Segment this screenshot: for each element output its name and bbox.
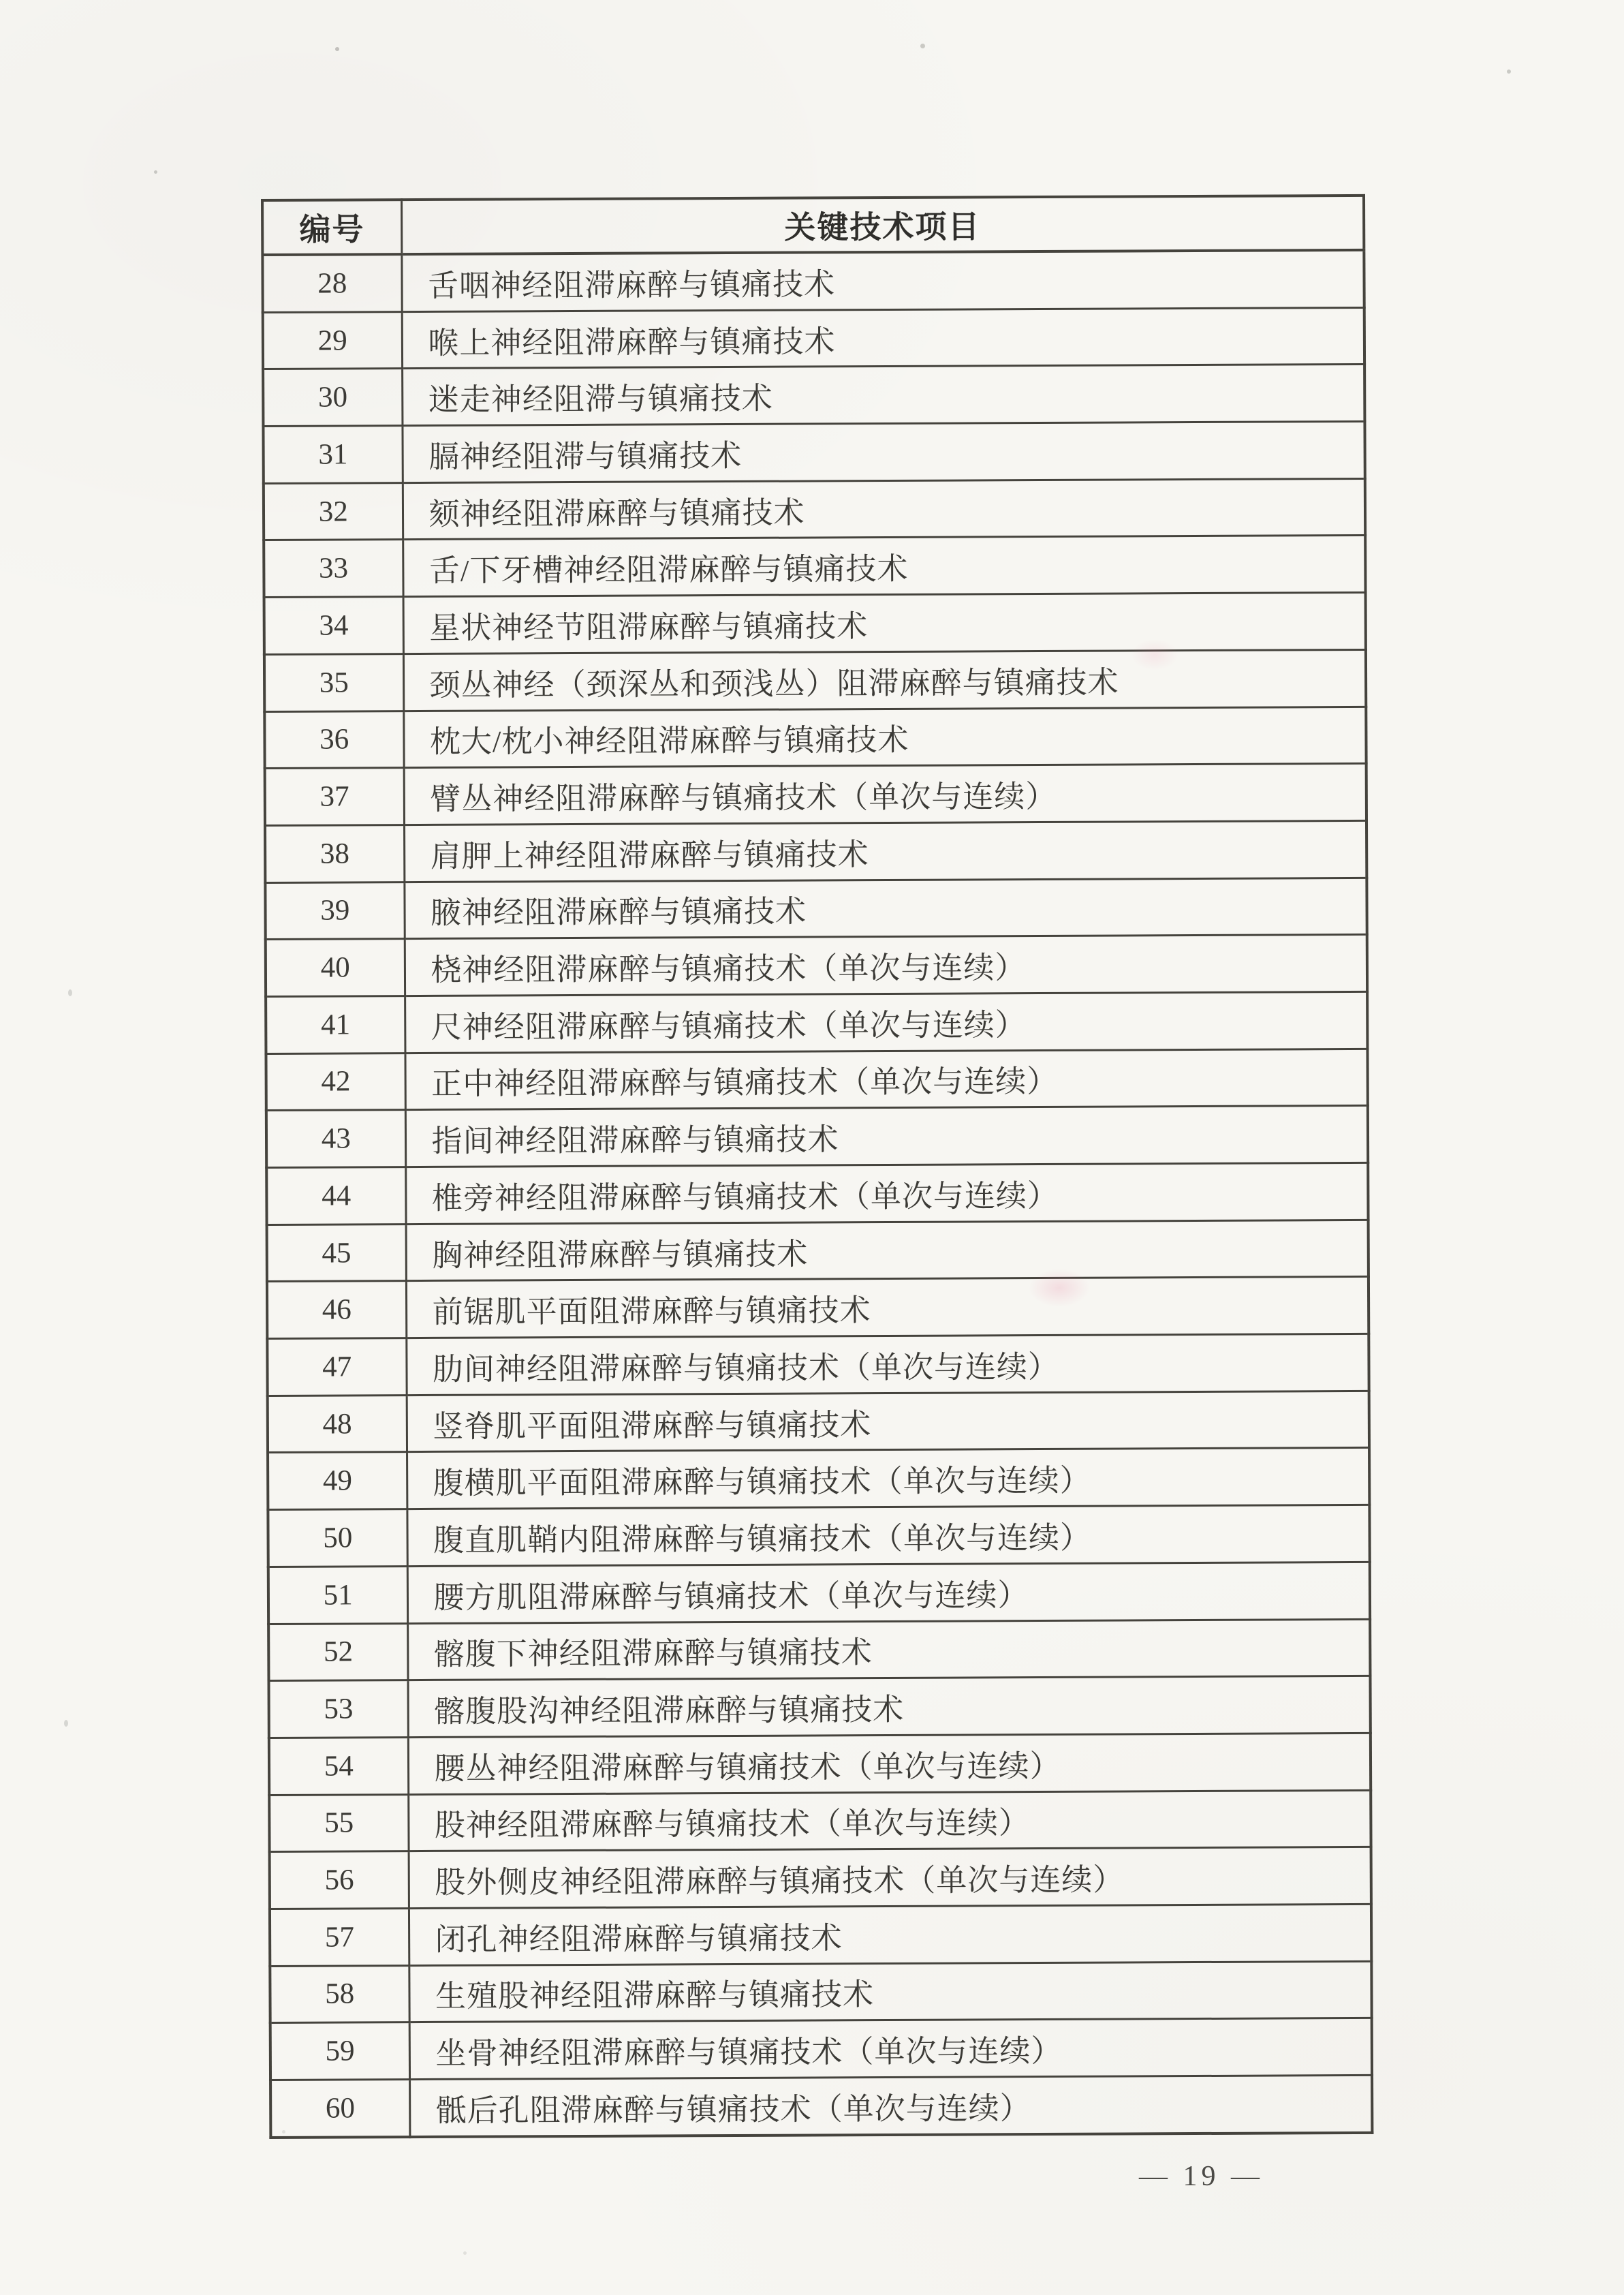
row-item-cell: 腰方肌阻滞麻醉与镇痛技术（单次与连续） [407,1562,1370,1623]
table-row [270,1847,1371,1909]
row-item-cell: 生殖股神经阻滞麻醉与镇痛技术 [409,1961,1371,2022]
table-row [262,250,1364,312]
row-number-cell: 29 [263,311,402,369]
scan-speck [335,47,339,51]
row-item-cell: 腋神经阻滞麻醉与镇痛技术 [404,878,1367,939]
row-number-cell: 56 [270,1851,409,1909]
table-row [263,365,1364,427]
table-row [266,1049,1367,1111]
table-row [268,1676,1370,1738]
row-number-cell: 50 [268,1509,407,1567]
table-row [263,421,1364,483]
row-number-cell: 38 [265,825,404,882]
row-item-cell: 枕大/枕小神经阻滞麻醉与镇痛技术 [403,707,1366,768]
row-item-cell: 坐骨神经阻滞麻醉与镇痛技术（单次与连续） [409,2018,1372,2080]
row-number-cell: 33 [264,540,403,598]
row-item-cell: 腰丛神经阻滞麻醉与镇痛技术（单次与连续） [408,1733,1371,1794]
row-number-cell: 59 [270,2022,409,2080]
row-item-cell: 指间神经阻滞麻醉与镇痛技术 [405,1106,1368,1167]
table-row [266,1162,1368,1224]
row-number-cell: 60 [270,2080,409,2138]
header-number-column: 编号 [262,200,401,255]
row-item-cell: 颏神经阻滞麻醉与镇痛技术 [403,478,1365,540]
row-number-cell: 51 [268,1566,407,1624]
table-row [266,935,1367,997]
scan-speck [1507,70,1511,74]
row-number-cell: 39 [265,882,404,940]
row-item-cell: 前锯肌平面阻滞麻醉与镇痛技术 [406,1277,1369,1338]
row-number-cell: 57 [270,1909,409,1967]
row-item-cell: 尺神经阻滞麻醉与镇痛技术（单次与连续） [405,991,1367,1053]
row-item-cell: 喉上神经阻滞麻醉与镇痛技术 [402,307,1364,369]
row-number-cell: 46 [267,1281,406,1339]
table-row [268,1562,1370,1624]
row-item-cell: 肩胛上神经阻滞麻醉与镇痛技术 [404,820,1367,882]
row-number-cell: 47 [267,1338,406,1396]
table-row [267,1334,1369,1396]
row-item-cell: 膈神经阻滞与镇痛技术 [402,421,1364,482]
row-number-cell: 32 [264,482,403,540]
row-item-cell: 臂丛神经阻滞麻醉与镇痛技术（单次与连续） [404,764,1367,825]
table-row [270,1904,1371,1966]
row-number-cell: 41 [266,996,405,1054]
row-number-cell: 44 [266,1167,405,1225]
row-item-cell: 闭孔神经阻滞麻醉与镇痛技术 [409,1904,1371,1965]
table-row [268,1391,1369,1453]
row-item-cell: 肋间神经阻滞麻醉与镇痛技术（单次与连续） [406,1334,1369,1395]
row-item-cell: 竖脊肌平面阻滞麻醉与镇痛技术 [407,1391,1369,1452]
table-row [264,536,1365,598]
table-row [267,1277,1369,1339]
row-item-cell: 正中神经阻滞麻醉与镇痛技术（单次与连续） [405,1049,1367,1110]
row-item-cell: 骶后孔阻滞麻醉与镇痛技术（单次与连续） [409,2075,1372,2136]
table-row [265,820,1367,882]
row-number-cell: 35 [264,653,403,711]
row-number-cell: 42 [266,1053,405,1111]
table-row [264,649,1366,711]
row-item-cell: 椎旁神经阻滞麻醉与镇痛技术（单次与连续） [405,1162,1368,1224]
row-number-cell: 58 [270,1965,409,2023]
row-item-cell: 胸神经阻滞麻醉与镇痛技术 [406,1220,1369,1281]
table-row [265,764,1367,826]
table-row [265,878,1367,940]
row-item-cell: 舌/下牙槽神经阻滞麻醉与镇痛技术 [403,536,1365,597]
row-number-cell: 43 [266,1110,405,1168]
row-item-cell: 腹直肌鞘内阻滞麻醉与镇痛技术（单次与连续） [407,1505,1369,1567]
table-row [268,1448,1369,1510]
row-number-cell: 53 [268,1680,407,1738]
key-technology-table [261,194,1373,2139]
row-number-cell: 28 [262,254,401,312]
row-item-cell: 舌咽神经阻滞麻醉与镇痛技术 [401,250,1364,311]
row-number-cell: 48 [268,1395,407,1453]
table-row [263,307,1364,369]
row-number-cell: 49 [268,1452,407,1510]
row-number-cell: 37 [265,768,404,826]
row-item-cell: 髂腹下神经阻滞麻醉与镇痛技术 [407,1619,1370,1680]
table-row [264,707,1366,769]
row-number-cell: 40 [266,939,405,997]
table-row [270,2075,1372,2137]
scan-speck [154,170,157,174]
table-row [266,1106,1368,1168]
table-row [270,1961,1371,2023]
scan-speck [68,989,72,996]
row-number-cell: 36 [264,711,403,769]
row-number-cell: 30 [263,369,402,427]
page-number: — 19 — [1139,2161,1264,2192]
row-number-cell: 55 [269,1794,408,1852]
table-row [268,1505,1369,1567]
table-row [268,1619,1370,1681]
row-item-cell: 腹横肌平面阻滞麻醉与镇痛技术（单次与连续） [407,1448,1369,1509]
table-row [269,1733,1371,1795]
row-item-cell: 颈丛神经（颈深丛和颈浅丛）阻滞麻醉与镇痛技术 [403,649,1366,711]
scan-speck [282,2130,285,2134]
row-number-cell: 34 [264,597,403,655]
row-number-cell: 31 [263,426,402,484]
scan-speck [64,1720,68,1727]
row-number-cell: 54 [269,1737,408,1795]
row-item-cell: 迷走神经阻滞与镇痛技术 [402,365,1364,426]
table-header-row [262,196,1364,255]
table-row [269,1790,1371,1852]
row-item-cell: 桡神经阻滞麻醉与镇痛技术（单次与连续） [405,935,1367,996]
scan-speck [463,2251,467,2255]
table-row [270,2018,1372,2080]
table-row [264,593,1366,655]
row-item-cell: 髂腹股沟神经阻滞麻醉与镇痛技术 [407,1676,1370,1738]
row-item-cell: 股神经阻滞麻醉与镇痛技术（单次与连续） [408,1790,1371,1851]
table-row [266,991,1367,1053]
table-row [267,1220,1369,1282]
row-number-cell: 52 [268,1623,407,1681]
row-item-cell: 星状神经节阻滞麻醉与镇痛技术 [403,593,1366,654]
header-item-column: 关键技术项目 [401,196,1364,254]
row-number-cell: 45 [267,1224,406,1282]
scan-speck [920,44,925,48]
table-row [264,478,1365,540]
row-item-cell: 股外侧皮神经阻滞麻醉与镇痛技术（单次与连续） [409,1847,1371,1909]
